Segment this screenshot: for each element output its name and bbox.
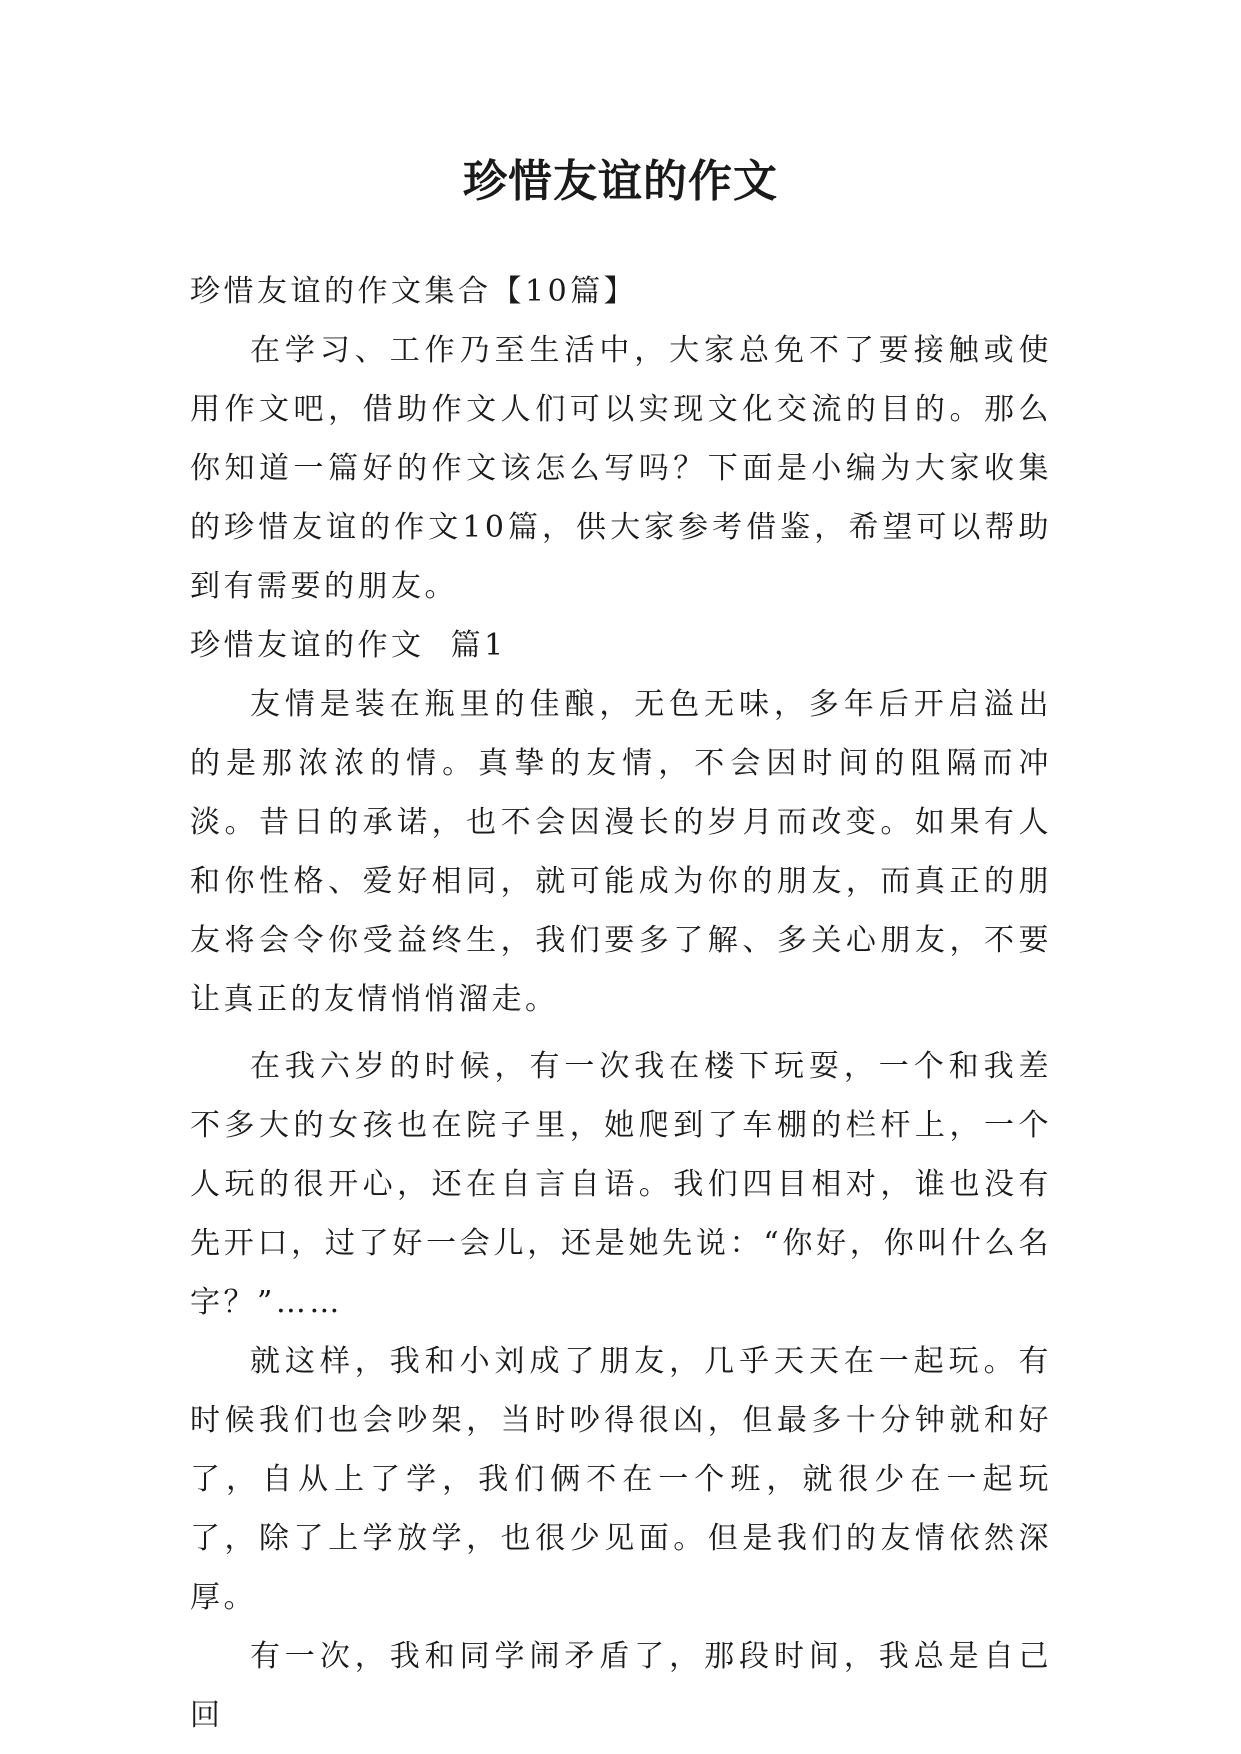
body-paragraph: 友情是装在瓶里的佳酿，无色无味，多年后开启溢出的是那浓浓的情。真挚的友情，不会因时间的阻隔而冲淡。昔日的承诺，也不会因漫长的岁月而改变。如果有人和你性格、爱好相同，就可能成为你的朋友，而真正的朋友将会令你受益终生，我们要多了解、多关心朋友，不要让真正的友情悄悄溜走。 bbox=[190, 687, 1052, 1017]
body-paragraph: 有一次，我和同学闹矛盾了，那段时间，我总是自己回 bbox=[190, 1639, 1052, 1733]
body-paragraph: 在我六岁的时候，有一次我在楼下玩耍，一个和我差不多大的女孩也在院子里，她爬到了车棚的栏杆上，一个人玩的很开心，还在自言自语。我们四目相对，谁也没有先开口，过了好一会儿，还是她先说：“你好，你叫什么名字？”…… bbox=[190, 1049, 1052, 1320]
section-heading: 珍惜友谊的作文 篇1 bbox=[190, 628, 507, 663]
intro-paragraph: 在学习、工作乃至生活中，大家总免不了要接触或使用作文吧，借助作文人们可以实现文化交流的目的。那么你知道一篇好的作文该怎么写吗？下面是小编为大家收集的珍惜友谊的作文10篇，供大家参考借鉴，希望可以帮助到有需要的朋友。 bbox=[190, 333, 1052, 604]
collection-heading: 珍惜友谊的作文集合【10篇】 bbox=[190, 274, 638, 309]
body-paragraph: 就这样，我和小刘成了朋友，几乎天天在一起玩。有时候我们也会吵架，当时吵得很凶，但最多十分钟就和好了，自从上了学，我们俩不在一个班，就很少在一起玩了，除了上学放学，也很少见面。但是我们的友情依然深厚。 bbox=[190, 1344, 1052, 1615]
document-body bbox=[190, 262, 1052, 1745]
document-title: 珍惜友谊的作文 bbox=[463, 156, 778, 207]
